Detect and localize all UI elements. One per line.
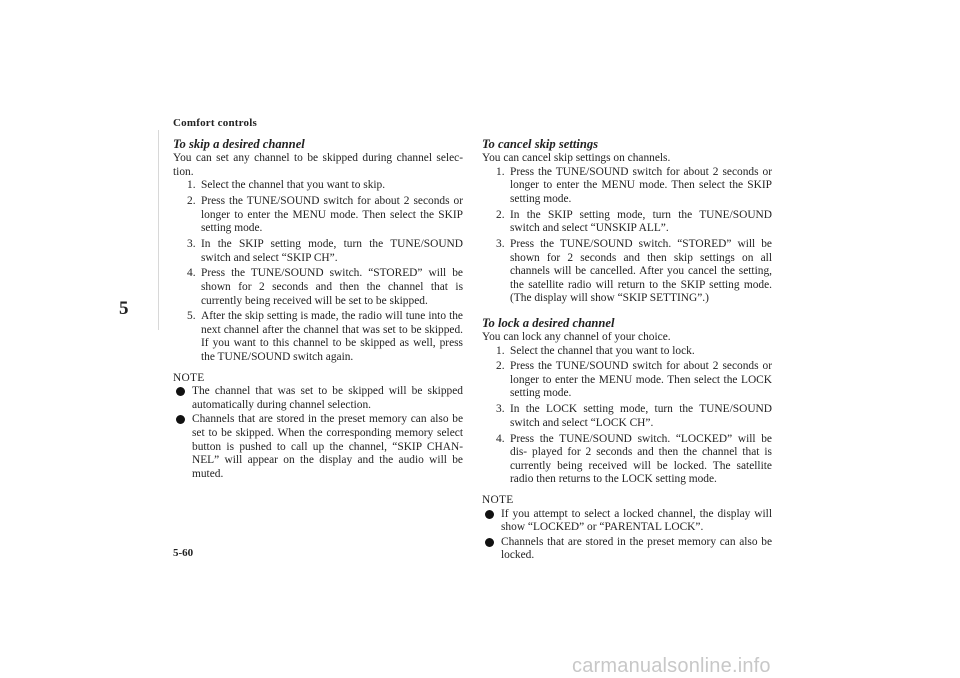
step-text: In the SKIP setting mode, turn the TUNE/SOUND switch and select “UNSKIP ALL”. bbox=[510, 208, 772, 235]
page-number: 5-60 bbox=[173, 547, 194, 559]
lock-channel-intro: You can lock any channel of your choice. bbox=[482, 330, 671, 343]
step-number: 3. bbox=[496, 403, 505, 416]
skip-channel-heading: To skip a desired channel bbox=[173, 137, 305, 151]
step-text: Select the channel that you want to skip. bbox=[201, 179, 386, 192]
section-header: Comfort controls bbox=[173, 117, 257, 129]
step-item bbox=[173, 238, 463, 265]
step-text: Select the channel that you want to lock. bbox=[510, 344, 695, 357]
step-item bbox=[482, 433, 772, 487]
bullet-icon bbox=[176, 387, 185, 396]
note-item bbox=[173, 413, 463, 481]
step-item bbox=[482, 403, 772, 430]
bullet-icon bbox=[485, 510, 494, 519]
note-item bbox=[482, 508, 772, 535]
note-text: Channels that are stored in the preset memory can also be locked. bbox=[501, 535, 772, 562]
step-item bbox=[173, 179, 463, 193]
step-number: 3. bbox=[496, 237, 505, 250]
step-number: 1. bbox=[496, 165, 505, 178]
step-number: 1. bbox=[496, 344, 505, 357]
note-label: NOTE bbox=[482, 494, 514, 506]
skip-notes bbox=[173, 385, 463, 481]
step-number: 5. bbox=[187, 310, 196, 323]
step-number: 2. bbox=[496, 360, 505, 373]
step-number: 4. bbox=[187, 267, 196, 280]
step-text: In the LOCK setting mode, turn the TUNE/SOUND switch and select “LOCK CH”. bbox=[510, 403, 772, 429]
right-column bbox=[482, 137, 772, 564]
lock-channel-heading: To lock a desired channel bbox=[482, 315, 615, 330]
step-number: 4. bbox=[496, 432, 505, 445]
step-number: 1. bbox=[187, 179, 196, 192]
step-text: Press the TUNE/SOUND switch for about 2 seconds or longer to enter the MENU mode. Then select the LOCK setting mode. bbox=[510, 360, 772, 400]
note-text: The channel that was set to be skipped will be skipped automatically during channel selection. bbox=[192, 385, 463, 411]
step-item bbox=[482, 238, 772, 306]
note-item bbox=[482, 536, 772, 563]
step-text: Press the TUNE/SOUND switch. “STORED” will be shown for 2 seconds and then the channel that is currently being received will be set to be skipped. bbox=[201, 267, 463, 307]
chapter-number: 5 bbox=[119, 298, 129, 319]
lock-channel-steps bbox=[482, 345, 772, 488]
step-item bbox=[173, 267, 463, 308]
note-text: Channels that are stored in the preset memory can also be set to be skipped. When the corresponding memory select button is pushed to call up the channel, “SKIP CHAN- NEL” will appear on the display and the audio will be muted. bbox=[192, 413, 463, 480]
step-number: 3. bbox=[187, 237, 196, 250]
cancel-skip-heading: To cancel skip settings bbox=[482, 137, 599, 151]
step-item bbox=[173, 195, 463, 236]
lock-notes bbox=[482, 508, 772, 563]
step-text: Press the TUNE/SOUND switch. “LOCKED” will be dis- played for 2 seconds and then the channel that is currently being received will be locked. The satellite radio then returns to the LOCK setting mode. bbox=[510, 432, 772, 486]
step-text: Press the TUNE/SOUND switch. “STORED” will be shown for 2 seconds and then skip settings on all channels will be cancelled. After you cancel the setting, the satellite radio will return to the SKIP setting mode. (The display will show “SKIP SETTING”.) bbox=[510, 237, 772, 305]
step-item bbox=[482, 166, 772, 207]
step-item bbox=[482, 345, 772, 359]
step-text: Press the TUNE/SOUND switch for about 2 seconds or longer to enter the MENU mode. Then select the SKIP setting mode. bbox=[201, 194, 463, 235]
step-number: 2. bbox=[187, 194, 196, 207]
step-item bbox=[482, 360, 772, 401]
step-item bbox=[173, 310, 463, 364]
note-text: If you attempt to select a locked channel, the display will show “LOCKED” or “PARENTAL LOCK”. bbox=[501, 507, 772, 534]
cancel-skip-intro: You can cancel skip settings on channels. bbox=[482, 152, 671, 164]
step-text: Press the TUNE/SOUND switch for about 2 seconds or longer to enter the MENU mode. Then select the SKIP setting mode. bbox=[510, 165, 772, 205]
skip-channel-steps bbox=[173, 179, 463, 364]
watermark-text: carmanualsonline.info bbox=[572, 655, 771, 677]
step-text: In the SKIP setting mode, turn the TUNE/SOUND switch and select “SKIP CH”. bbox=[201, 237, 463, 264]
note-item bbox=[173, 385, 463, 412]
step-text: After the skip setting is made, the radio will tune into the next channel after the channel that was set to be skipped. If you want to this channel to be skipped as well, press the TUNE/SOUND switch again. bbox=[201, 310, 463, 364]
skip-channel-intro: You can set any channel to be skipped during channel selec- tion. bbox=[173, 152, 463, 178]
bullet-icon bbox=[485, 538, 494, 547]
step-item bbox=[482, 209, 772, 236]
cancel-skip-steps bbox=[482, 166, 772, 306]
bullet-icon bbox=[176, 415, 185, 424]
left-column bbox=[173, 137, 463, 482]
step-number: 2. bbox=[496, 208, 505, 221]
note-label: NOTE bbox=[173, 371, 205, 384]
